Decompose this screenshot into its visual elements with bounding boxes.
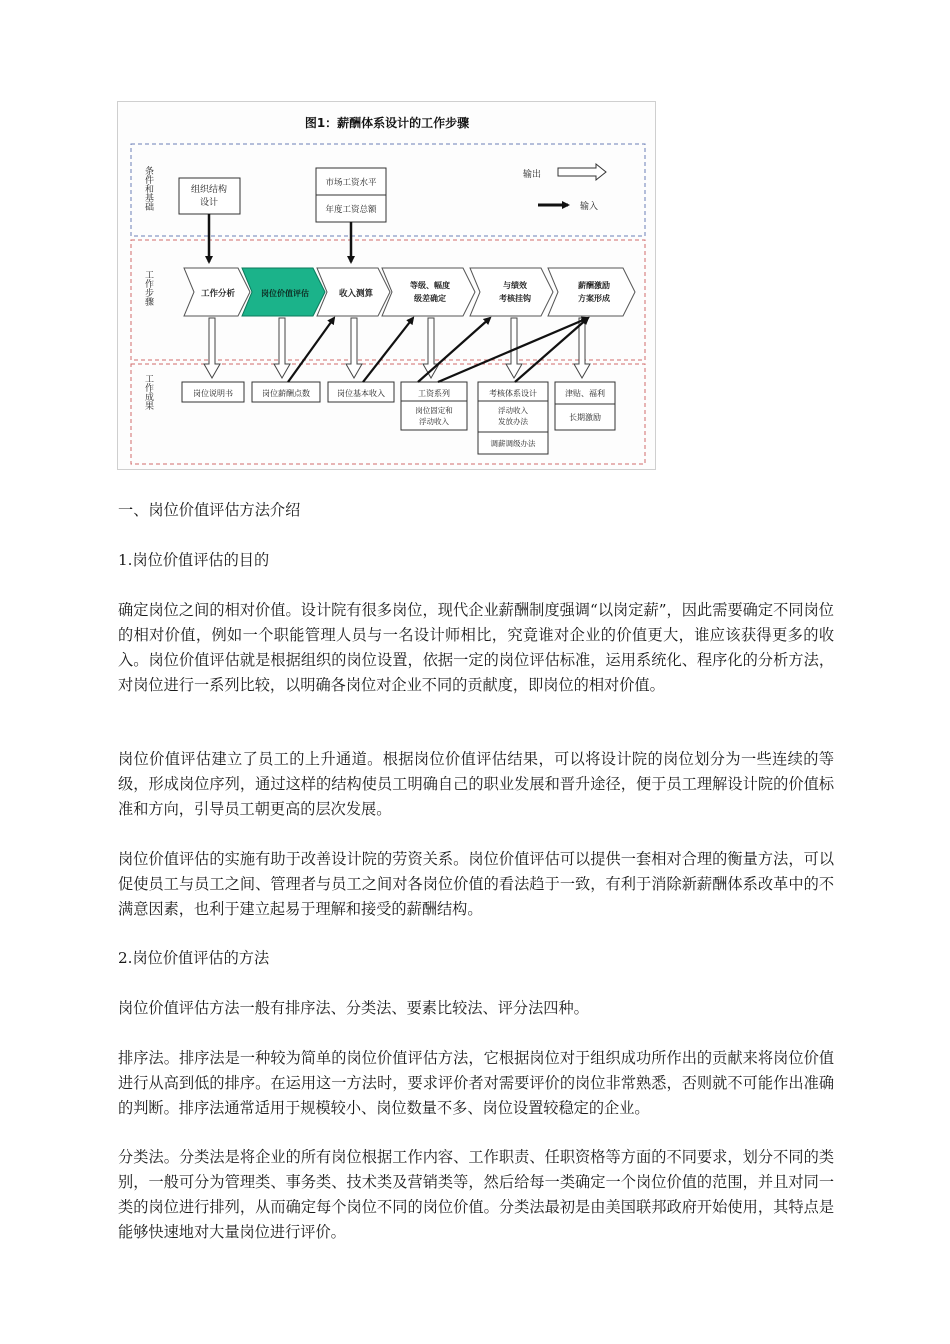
- svg-text:工资系列: 工资系列: [418, 389, 450, 398]
- step-incentive-plan: [548, 268, 635, 316]
- svg-text:薪酬激励: 薪酬激励: [578, 281, 610, 290]
- svg-text:岗位基本收入: 岗位基本收入: [337, 389, 385, 398]
- section-title: 一、岗位价值评估方法介绍: [118, 501, 301, 519]
- svg-text:长期激励: 长期激励: [569, 413, 601, 422]
- svg-text:浮动收入: 浮动收入: [419, 417, 449, 426]
- svg-text:浮动收入: 浮动收入: [498, 406, 528, 415]
- input-org-line2: 设计: [199, 198, 219, 208]
- input-org-structure: [179, 178, 240, 214]
- step-job-analysis: [184, 268, 250, 316]
- subsection-title-methods: 2.岗位价值评估的方法: [118, 949, 270, 967]
- step-performance-link: [470, 268, 553, 316]
- input-market-wage: 市场工资水平: [325, 178, 377, 188]
- svg-text:等级、幅度: 等级、幅度: [410, 281, 450, 290]
- input-annual-budget: 年度工资总额: [325, 205, 377, 215]
- legend-input-label: 输入: [580, 202, 599, 212]
- input-org-line1: 组织结构: [190, 185, 228, 195]
- step-position-evaluation: [242, 268, 325, 316]
- step-income-calc: [317, 268, 390, 316]
- paragraph-ranking-method: 排序法。排序法是一种较为简单的岗位价值评估方法，它根据岗位对于组织成功所作出的贡献来将岗位价值进行从高到低的排序。在运用这一方法时，要求评价者对需要评价的岗位非常熟悉，否则就不可能作出准确的判断。排序法通常适用于规模较小、岗位数量不多、岗位设置较稳定的企业。: [118, 1049, 834, 1117]
- paragraph-purpose-1: 确定岗位之间的相对价值。设计院有很多岗位，现代企业薪酬制度强调“以岗定薪”，因此需要确定不同岗位的相对价值，例如一个职能管理人员与一名设计师相比，究竟谁对企业的价值更大，谁应该获得更多的收入。岗位价值评估就是根据组织的岗位设置，依据一定的岗位评估标准，运用系统化、程序化的分析方法，对岗位进行一系列比较，以明确各岗位对企业不同的贡献度，即岗位的相对价值。: [118, 601, 834, 694]
- workflow-figure: [117, 101, 656, 470]
- svg-text:工作分析: 工作分析: [200, 289, 236, 299]
- svg-text:岗位薪酬点数: 岗位薪酬点数: [262, 389, 310, 398]
- svg-text:与绩效: 与绩效: [503, 281, 527, 290]
- svg-text:级差确定: 级差确定: [414, 294, 446, 303]
- paragraph-purpose-3: 岗位价值评估的实施有助于改善设计院的劳资关系。岗位价值评估可以提供一套相对合理的衡量方法，可以促使员工与员工之间、管理者与员工之间对各岗位价值的看法趋于一致，有利于消除新薪酬体系改革中的不满意因素，也利于建立起易于理解和接受的薪酬结构。: [118, 850, 834, 918]
- svg-text:调薪调级办法: 调薪调级办法: [490, 439, 536, 448]
- figure-title: 图1：薪酬体系设计的工作步骤: [304, 116, 470, 130]
- row-label-steps: 工作步骤: [143, 270, 153, 306]
- row-label-results: 工作成果: [143, 374, 153, 410]
- legend-output-arrow: [558, 164, 606, 180]
- legend-output-label: 输出: [523, 170, 542, 180]
- svg-text:考核体系设计: 考核体系设计: [489, 389, 537, 398]
- svg-text:岗位说明书: 岗位说明书: [193, 389, 233, 398]
- step-grade-range: [382, 268, 475, 316]
- svg-text:津贴、福利: 津贴、福利: [565, 389, 605, 398]
- row-label-basis: 条件和基础: [143, 166, 153, 211]
- paragraph-classification-method: 分类法。分类法是将企业的所有岗位根据工作内容、工作职责、任职资格等方面的不同要求，划分不同的类别，一般可分为管理类、事务类、技术类及营销类等，然后给每一类确定一个岗位价值的范围，并且对同一类的岗位进行排列，从而确定每个岗位不同的岗位价值。分类法最初是由美国联邦政府开始使用，其特点是能够快速地对大量岗位进行评价。: [118, 1148, 834, 1241]
- svg-text:岗位固定和: 岗位固定和: [415, 406, 453, 415]
- svg-text:收入测算: 收入测算: [338, 289, 374, 299]
- workflow-diagram: [118, 102, 657, 471]
- svg-text:发放办法: 发放办法: [498, 417, 528, 426]
- svg-text:方案形成: 方案形成: [578, 294, 610, 303]
- svg-text:考核挂钩: 考核挂钩: [499, 294, 531, 303]
- paragraph-purpose-2: 岗位价值评估建立了员工的上升通道。根据岗位价值评估结果，可以将设计院的岗位划分为一些连续的等级，形成岗位序列，通过这样的结构使员工明确自己的职业发展和晋升途径，便于员工理解设计院的价值标准和方向，引导员工朝更高的层次发展。: [118, 750, 834, 818]
- svg-text:岗位价值评估: 岗位价值评估: [261, 289, 309, 298]
- subsection-title-purpose: 1.岗位价值评估的目的: [118, 551, 270, 569]
- paragraph-methods-intro: 岗位价值评估方法一般有排序法、分类法、要素比较法、评分法四种。: [118, 999, 589, 1017]
